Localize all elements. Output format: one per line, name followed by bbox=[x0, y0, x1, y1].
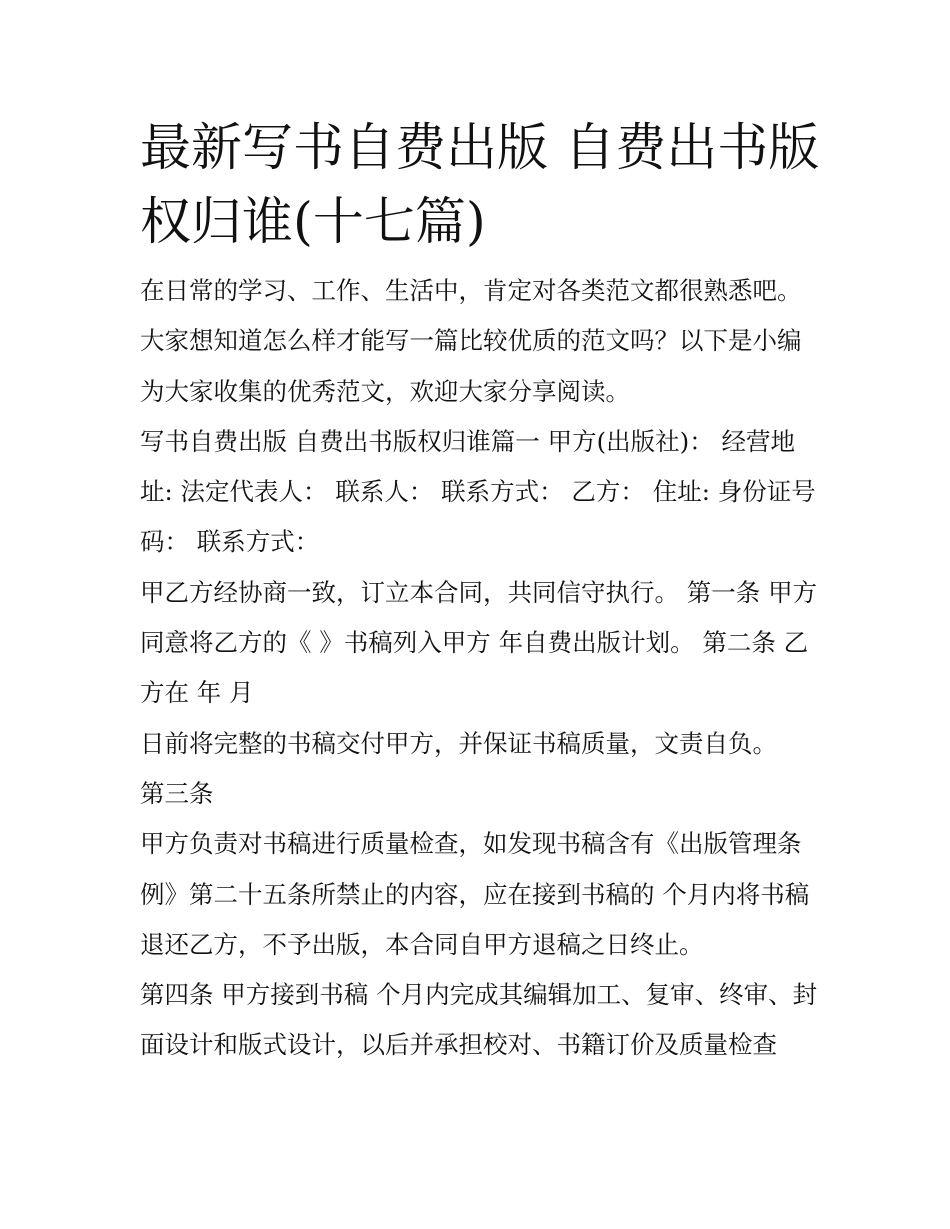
paragraph-intro: 在日常的学习、工作、生活中，肯定对各类范文都很熟悉吧。大家想知道怎么样才能写一篇比较优质的范文吗？以下是小编为大家收集的优秀范文，欢迎大家分享阅读。 bbox=[140, 276, 802, 406]
paragraph-article-3-heading: 第三条 bbox=[140, 778, 214, 808]
paragraph-article-2-cont: 日前将完整的书稿交付甲方，并保证书稿质量，文责自负。 bbox=[140, 728, 777, 758]
document-content bbox=[140, 112, 820, 1071]
document-title: 最新写书自费出版 自费出书版权归谁(十七篇) bbox=[140, 119, 820, 252]
paragraph-article-4: 第四条 甲方接到书稿 个月内完成其编辑加工、复审、终审、封面设计和版式设计，以后并承担校对、书籍订价及质量检查 bbox=[140, 980, 818, 1060]
paragraph-parties: 写书自费出版 自费出书版权归谁篇一 甲方(出版社)： 经营地址: 法定代表人： 联系人： 联系方式： 乙方： 住址: 身份证号码： 联系方式： bbox=[140, 426, 816, 557]
paragraph-article-3: 甲方负责对书稿进行质量检查，如发现书稿含有《出版管理条例》第二十五条所禁止的内容，应在接到书稿的 个月内将书稿退还乙方，不予出版，本合同自甲方退稿之日终止。 bbox=[140, 829, 810, 959]
paragraph-article-1-2: 甲乙方经协商一致，订立本合同，共同信守执行。 第一条 甲方同意将乙方的《 》书稿列入甲方 年自费出版计划。 第二条 乙方在 年 月 bbox=[140, 577, 818, 708]
